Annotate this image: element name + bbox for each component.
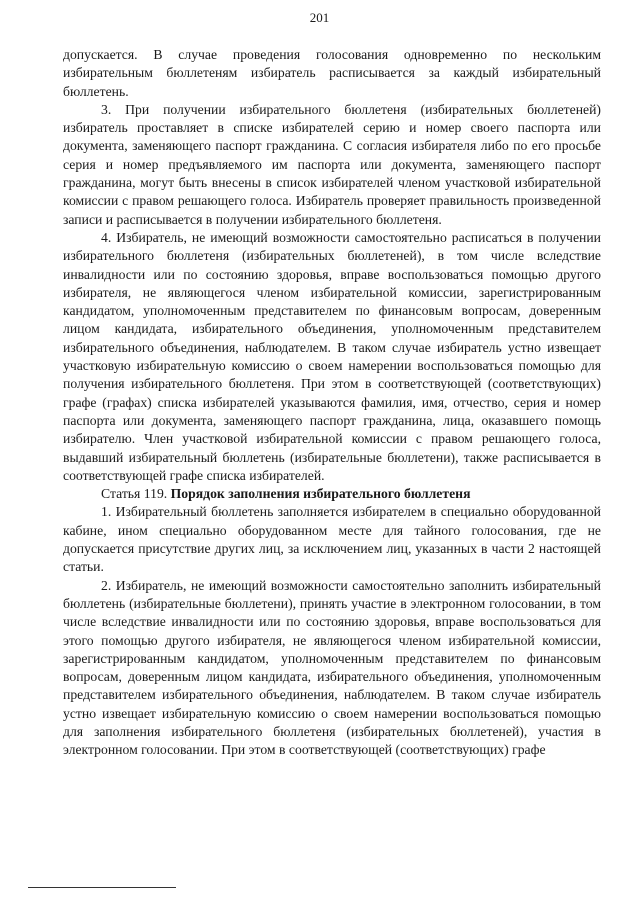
article-heading: [63, 485, 601, 503]
paragraph-clause-2: 2. Избиратель, не имеющий возможности самостоятельно заполнить избирательный бюллетень (избирательные бюллетени), принять участие в электронном голосовании, в том числе вследствие инвалидности или по состоянию здоровья, вправе воспользоваться для этого помощью другого избирателя, не являющегося членом избирательной комиссии, зарегистрированным кандидатом, уполномоченным представителем по финансовым вопросам, доверенным лицом кандидата, избирательного объединения, уполномоченным представителем избирательного объединения, наблюдателем. В таком случае избиратель устно извещает избирательную комиссию о своем намерении воспользоваться помощью для заполнения избирательного бюллетеня (избирательных бюллетеней), участия в электронном голосовании. При этом в соответствующей (соответствующих) графе: [63, 577, 601, 758]
footnote-divider: [28, 887, 176, 888]
page-number: 201: [309, 10, 330, 25]
article-title: Порядок заполнения избирательного бюллетеня: [170, 486, 471, 502]
paragraph-clause-4: 4. Избиратель, не имеющий возможности самостоятельно расписаться в получении избирательного бюллетеня (избирательных бюллетеней), в том числе вследствие инвалидности или по состоянию здоровья, вправе воспользоваться помощью другого избирателя, не являющегося членом избирательной комиссии, зарегистрированным кандидатом, уполномоченным представителем по финансовым вопросам, доверенным лицом кандидата, избирательного объединения, уполномоченным представителем избирательного объединения, наблюдателем. В таком случае избиратель устно извещает участковую избирательную комиссию о своем намерении воспользоваться помощью для получения избирательного бюллетеня. При этом в соответствующей (соответствующих) графе (графах) списка избирателей указываются фамилия, имя, отчество, серия и номер паспорта или документа, заменяющего паспорт гражданина, лица, оказавшего помощь избирателю. Член участковой избирательной комиссии с правом решающего голоса, выдавший избирательный бюллетень (избирательные бюллетени), также расписывается в соответствующей графе списка избирателей.: [63, 229, 601, 483]
paragraph-continuation: допускается. В случае проведения голосования одновременно по нескольким избирательным бюллетеням избиратель расписывается за каждый избирательный бюллетень.: [63, 47, 601, 99]
paragraph-clause-3: 3. При получении избирательного бюллетеня (избирательных бюллетеней) избиратель проставляет в списке избирателей серию и номер своего паспорта или документа, заменяющего паспорт гражданина. С согласия избирателя либо по его просьбе серия и номер предъявляемого им паспорта или документа, заменяющего паспорт гражданина, могут быть внесены в список избирателей членом участковой избирательной комиссии с правом решающего голоса. Избиратель проверяет правильность произведенной записи и расписывается в получении избирательного бюллетеня.: [63, 101, 601, 227]
document-body: [63, 46, 601, 760]
paragraph-clause-1: 1. Избирательный бюллетень заполняется избирателем в специально оборудованной кабине, ином специально оборудованном месте для тайного голосования, где не допускается присутствие других лиц, за исключением лиц, указанных в части 2 настоящей статьи.: [63, 504, 601, 575]
article-number: Статья 119.: [101, 486, 168, 502]
